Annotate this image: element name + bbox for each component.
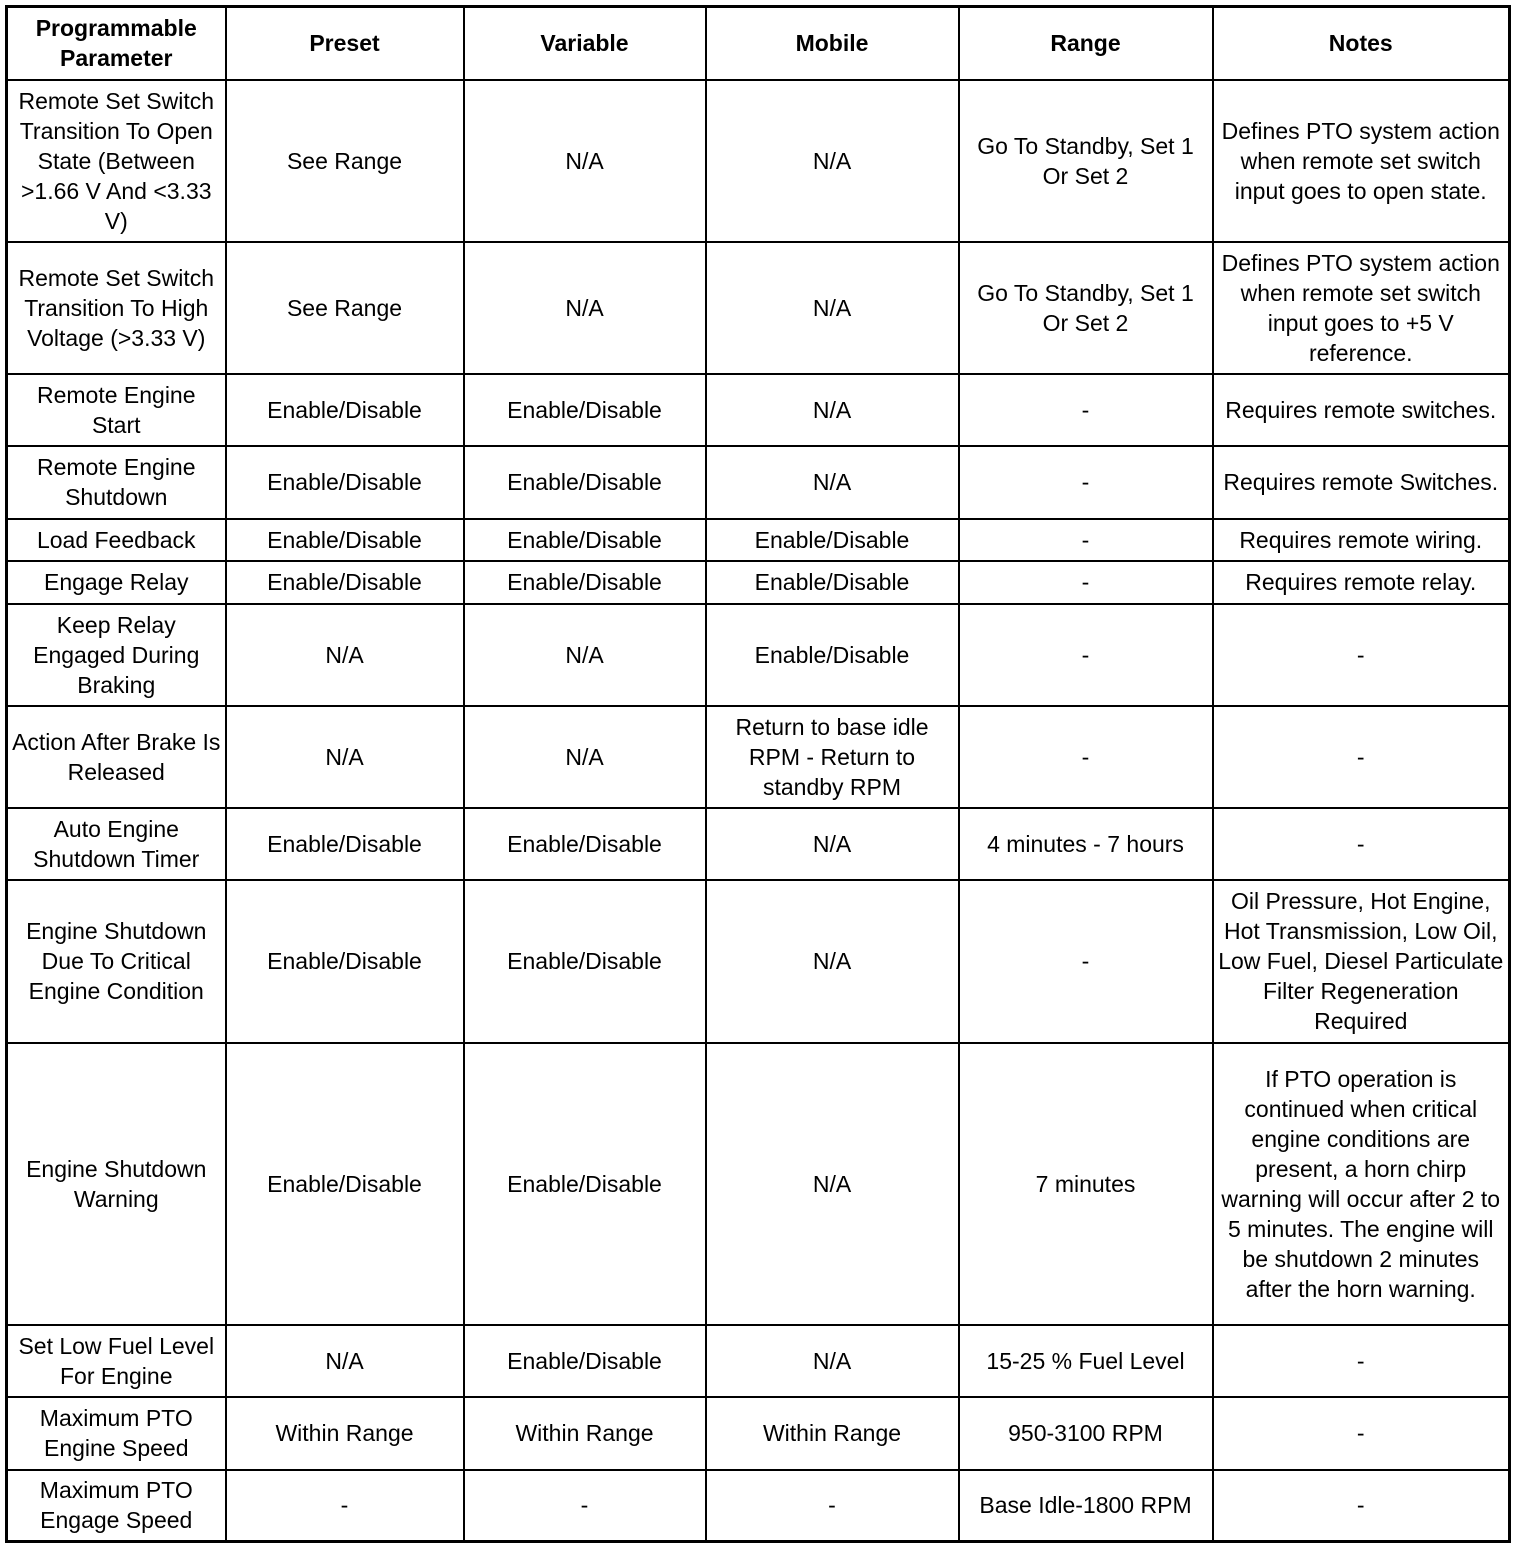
table-row (7, 1043, 1510, 1325)
table-cell: Enable/Disable (464, 1325, 706, 1397)
table-cell: Within Range (464, 1397, 706, 1470)
table-cell: Within Range (706, 1397, 959, 1470)
table-cell: Requires remote Switches. (1213, 446, 1510, 519)
table-cell: - (1213, 1397, 1510, 1470)
table-cell: Requires remote wiring. (1213, 519, 1510, 561)
table-cell: Enable/Disable (464, 880, 706, 1043)
table-cell: N/A (464, 80, 706, 242)
parameter-cell: Remote Engine Shutdown (7, 446, 226, 519)
table-cell: Enable/Disable (226, 561, 464, 604)
table-cell: Enable/Disable (226, 519, 464, 561)
header-cell: Preset (226, 7, 464, 80)
table-cell: - (1213, 706, 1510, 808)
table-cell: N/A (706, 374, 959, 446)
table-row (7, 80, 1510, 242)
table-cell: See Range (226, 80, 464, 242)
table-cell: - (464, 1470, 706, 1542)
table-cell: - (1213, 808, 1510, 880)
table-cell: Enable/Disable (226, 1043, 464, 1325)
table-cell: Enable/Disable (464, 808, 706, 880)
table-cell: 950-3100 RPM (959, 1397, 1213, 1470)
table-cell: N/A (226, 604, 464, 706)
table-cell: - (959, 519, 1213, 561)
table-cell: N/A (706, 1325, 959, 1397)
parameter-cell: Engine Shutdown Warning (7, 1043, 226, 1325)
table-row (7, 808, 1510, 880)
header-cell: Mobile (706, 7, 959, 80)
parameter-cell: Remote Engine Start (7, 374, 226, 446)
table-row (7, 880, 1510, 1043)
table-cell: Defines PTO system action when remote set switch input goes to open state. (1213, 80, 1510, 242)
table-cell: N/A (706, 808, 959, 880)
table-cell: Within Range (226, 1397, 464, 1470)
table-cell: N/A (706, 80, 959, 242)
header-cell: Notes (1213, 7, 1510, 80)
table-cell: N/A (706, 446, 959, 519)
table-cell: - (959, 374, 1213, 446)
table-cell: N/A (464, 242, 706, 374)
table-cell: Enable/Disable (706, 604, 959, 706)
parameter-cell: Engage Relay (7, 561, 226, 604)
table-cell: Defines PTO system action when remote set switch input goes to +5 V reference. (1213, 242, 1510, 374)
parameter-cell: Remote Set Switch Transition To Open State (Between >1.66 V And <3.33 V) (7, 80, 226, 242)
header-cell: Range (959, 7, 1213, 80)
table-row (7, 1470, 1510, 1542)
table-row (7, 604, 1510, 706)
table-row (7, 374, 1510, 446)
table-cell: N/A (706, 242, 959, 374)
table-cell: Base Idle-1800 RPM (959, 1470, 1213, 1542)
table-cell: 7 minutes (959, 1043, 1213, 1325)
table-cell: Enable/Disable (464, 446, 706, 519)
table-cell: Return to base idle RPM - Return to standby RPM (706, 706, 959, 808)
table-cell: N/A (226, 706, 464, 808)
table-cell: Enable/Disable (464, 374, 706, 446)
table-cell: - (226, 1470, 464, 1542)
table-row (7, 706, 1510, 808)
table-cell: 15-25 % Fuel Level (959, 1325, 1213, 1397)
table-cell: N/A (706, 880, 959, 1043)
table-cell: N/A (464, 604, 706, 706)
table-cell: 4 minutes - 7 hours (959, 808, 1213, 880)
header-cell: Programmable Parameter (7, 7, 226, 80)
parameter-cell: Set Low Fuel Level For Engine (7, 1325, 226, 1397)
parameter-cell: Action After Brake Is Released (7, 706, 226, 808)
table-cell: - (1213, 1470, 1510, 1542)
parameter-cell: Remote Set Switch Transition To High Voltage (>3.33 V) (7, 242, 226, 374)
table-cell: - (959, 706, 1213, 808)
parameter-cell: Auto Engine Shutdown Timer (7, 808, 226, 880)
header-row (7, 7, 1510, 80)
table-cell: Requires remote relay. (1213, 561, 1510, 604)
table-cell: Enable/Disable (226, 446, 464, 519)
table-cell: Enable/Disable (706, 519, 959, 561)
table-cell: - (1213, 1325, 1510, 1397)
table-row (7, 242, 1510, 374)
parameter-cell: Keep Relay Engaged During Braking (7, 604, 226, 706)
table-row (7, 561, 1510, 604)
pto-parameter-table (5, 5, 1511, 1543)
table-cell: - (959, 561, 1213, 604)
table-cell: Enable/Disable (464, 561, 706, 604)
table-row (7, 1397, 1510, 1470)
table-cell: N/A (226, 1325, 464, 1397)
parameter-cell: Load Feedback (7, 519, 226, 561)
table-cell: - (959, 604, 1213, 706)
table-cell: See Range (226, 242, 464, 374)
table-cell: Enable/Disable (226, 880, 464, 1043)
table-row (7, 446, 1510, 519)
table-cell: Enable/Disable (464, 519, 706, 561)
parameter-cell: Maximum PTO Engine Speed (7, 1397, 226, 1470)
table-cell: Enable/Disable (464, 1043, 706, 1325)
table-cell: If PTO operation is continued when critical engine conditions are present, a horn chirp warning will occur after 2 to 5 minutes. The engine will be shutdown 2 minutes after the horn warning. (1213, 1043, 1510, 1325)
table-cell: Oil Pressure, Hot Engine, Hot Transmission, Low Oil, Low Fuel, Diesel Particulate Filter Regeneration Required (1213, 880, 1510, 1043)
table-cell: Requires remote switches. (1213, 374, 1510, 446)
table-cell: Enable/Disable (226, 808, 464, 880)
table-cell: - (1213, 604, 1510, 706)
table-cell: Go To Standby, Set 1 Or Set 2 (959, 242, 1213, 374)
table-cell: Enable/Disable (226, 374, 464, 446)
parameter-cell: Engine Shutdown Due To Critical Engine Condition (7, 880, 226, 1043)
table-row (7, 1325, 1510, 1397)
table-cell: - (959, 446, 1213, 519)
table-cell: Go To Standby, Set 1 Or Set 2 (959, 80, 1213, 242)
parameter-cell: Maximum PTO Engage Speed (7, 1470, 226, 1542)
table-cell: - (959, 880, 1213, 1043)
table-cell: N/A (464, 706, 706, 808)
header-cell: Variable (464, 7, 706, 80)
table-cell: - (706, 1470, 959, 1542)
table-row (7, 519, 1510, 561)
table-cell: Enable/Disable (706, 561, 959, 604)
table-body (7, 80, 1510, 1542)
table-cell: N/A (706, 1043, 959, 1325)
